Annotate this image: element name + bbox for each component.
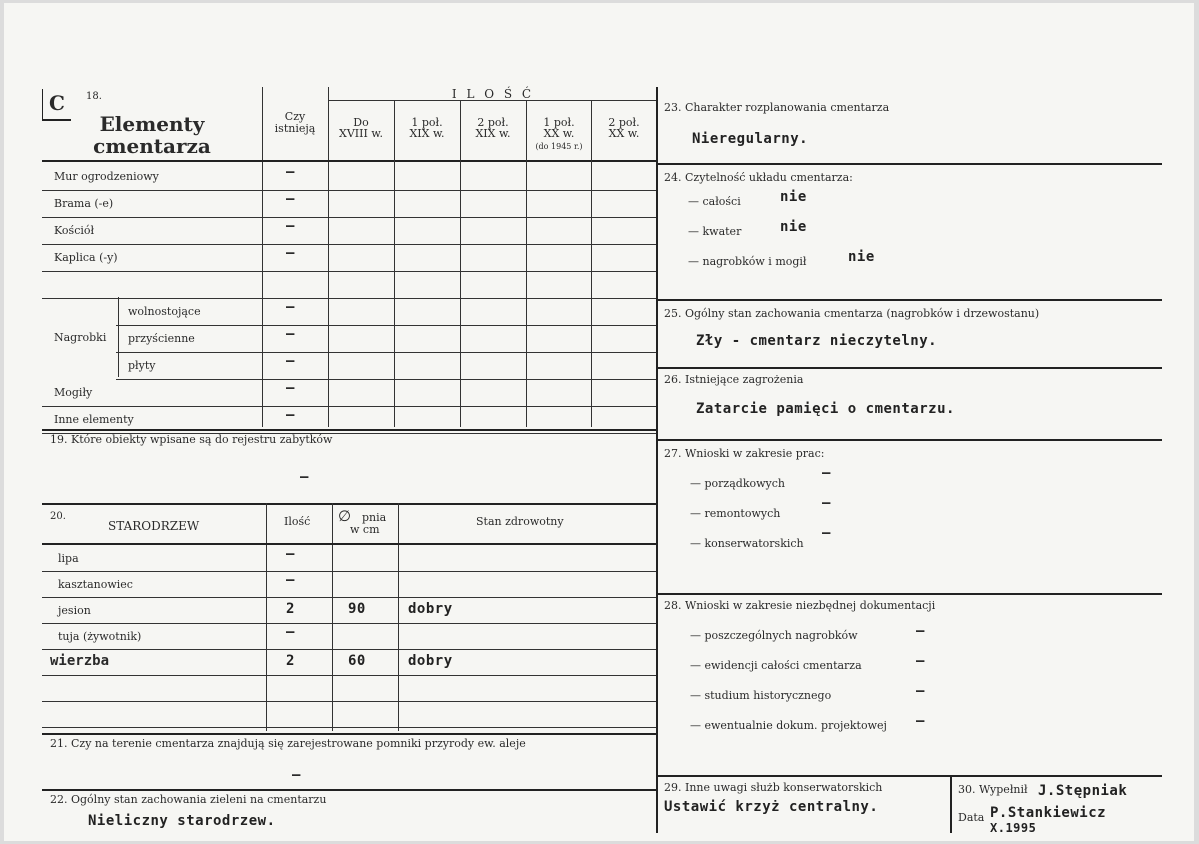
q30-date: X.1995: [990, 821, 1037, 835]
tree-row-ilosc: —: [286, 572, 295, 588]
q28-item-label: — ewidencji całości cmentarza: [690, 659, 862, 672]
tree-row-label: wierzba: [50, 653, 110, 669]
row-divider: [42, 727, 656, 728]
q28-item-label: — poszczególnych nagrobków: [690, 629, 858, 642]
element-row-value: —: [286, 191, 295, 207]
nagrobki-label: Nagrobki: [54, 331, 107, 344]
period-line2: XIX w.: [475, 127, 511, 140]
q26-value: Zatarcie pamięci o cmentarzu.: [696, 401, 955, 417]
tree-row-ilosc: 2: [286, 601, 295, 617]
q23-label: 23. Charakter rozplanowania cmentarza: [664, 101, 890, 114]
element-row-label: wolnostojące: [128, 305, 201, 318]
row-divider: [42, 406, 656, 407]
element-row-label: Inne elementy: [54, 413, 134, 426]
period-line2: XVIII w.: [339, 127, 383, 140]
tree-row-ilosc: —: [286, 624, 295, 640]
q28-item-label: — studium historycznego: [690, 689, 832, 702]
q27-item-label: — remontowych: [690, 507, 781, 520]
q19-label: 19. Które obiekty wpisane są do rejestru zabytków: [50, 433, 333, 446]
element-row-label: Kaplica (-y): [54, 251, 118, 264]
row-divider: [42, 597, 656, 598]
q24-item-value: nie: [780, 219, 807, 235]
period-header: [591, 117, 657, 139]
element-row-value: —: [286, 407, 295, 423]
row-divider: [42, 571, 656, 572]
period-header: [328, 117, 394, 139]
period-header: [460, 117, 526, 139]
tree-row-ilosc: 2: [286, 653, 295, 669]
q24-item-value: nie: [780, 189, 807, 205]
element-row-value: —: [286, 353, 295, 369]
period-line1: 2 poł.: [608, 116, 640, 129]
tree-row-label: lipa: [58, 552, 79, 565]
period-line1: 1 poł.: [543, 116, 575, 129]
tree-row-label: kasztanowiec: [58, 578, 133, 591]
element-row-label: przyścienne: [128, 332, 195, 345]
element-row-label: Mogiły: [54, 386, 93, 399]
period-header: [526, 117, 592, 152]
q21-value: —: [292, 767, 301, 783]
q28-item-value: —: [916, 683, 925, 699]
row-divider: [42, 217, 656, 218]
tree-row-label: tuja (żywotnik): [58, 630, 142, 643]
row-divider: [42, 298, 656, 299]
field-number-18: 18.: [86, 91, 102, 102]
tree-row-stan: dobry: [408, 653, 453, 669]
element-row-label: Kościół: [54, 224, 95, 237]
q28-item-label: — ewentualnie dokum. projektowej: [690, 719, 887, 732]
row-divider: [116, 379, 656, 380]
period-line2: XIX w.: [409, 127, 445, 140]
element-row-value: —: [286, 164, 295, 180]
form-card: C 18. Elementy cmentarza Czy istnieją I L O Ś Ć Do XVIII w. 1 poł. XIX w. 2 poł. XIX w. 1 poł. XX w. (do 1945 r.) 2 poł. XX w. Mur ogrodzeniowy — Brama (-e) — Kościół — Kaplica (-y) — wolnostojące — przyścienne — płyty — Mogiły — Inne elementy — Nagrobki 19. Które obiekty wpisane są do rejestru zabytków — 20. STARODRZEW Ilość ∅ pnia w cm Stan zdrowotny lipa — kasztanowiec — jesion 2 90 dobry tuja (żywotnik) — wierzba 2 60 dobry 21. Czy na terenie cmentarza znajdują się zarejestrowane pomniki przyrody ew. aleje — 22. Ogólny stan zachowania zieleni na cmentarzu Nieliczny starodrzew. 23. Charakter rozplanowania cmentarza Nieregularny. 24. Czytelność układu cmentarza: — całości nie — kwater nie — nagrobków i mogił nie 25. Ogólny stan zachowania cmentarza (nagrobków i drzewostanu) Zły - cmentarz nieczytelny. 26. Istniejące zagrożenia Zatarcie pamięci o cmentarzu. 27. Wnioski w zakresie prac: — porządkowych — — remontowych — — konserwatorskich — 28. Wnioski w zakresie niezbędnej dokumentacji — poszczególnych nagrobków — — ewidencji całości cmentarza — — studium historycznego — — ewentualnie dokum. projektowej — 29. Inne uwagi służb konserwatorskich Ustawić krzyż centralny. 30. Wypełnił J.Stępniak Data P.Stankiewicz X.1995: [4, 3, 1194, 841]
q24-label: 24. Czytelność układu cmentarza:: [664, 171, 853, 184]
element-row-value: —: [286, 326, 295, 342]
q23-value: Nieregularny.: [692, 131, 809, 147]
tree-row-pnia: 90: [348, 601, 366, 617]
q29-value: Ustawić krzyż centralny.: [664, 799, 879, 815]
q27-item-value: —: [822, 525, 831, 541]
q21-label: 21. Czy na terenie cmentarza znajdują się zarejestrowane pomniki przyrody ew. aleje: [50, 737, 526, 750]
q26-label: 26. Istniejące zagrożenia: [664, 373, 804, 386]
tree-row-label: jesion: [58, 604, 91, 617]
q28-item-value: —: [916, 653, 925, 669]
element-row-label: Mur ogrodzeniowy: [54, 170, 159, 183]
q30-filled-by: J.Stępniak: [1038, 783, 1128, 799]
starodrzew-title: STARODRZEW: [108, 519, 200, 533]
element-row-value: —: [286, 218, 295, 234]
row-divider: [116, 352, 656, 353]
elements-title: Elementy cmentarza: [93, 112, 211, 158]
q30-data-label: Data: [958, 811, 985, 824]
q28-label: 28. Wnioski w zakresie niezbędnej dokumentacji: [664, 599, 936, 612]
period-line2: XX w.: [543, 127, 575, 140]
q25-label: 25. Ogólny stan zachowania cmentarza (nagrobków i drzewostanu): [664, 307, 1040, 320]
q28-item-value: —: [916, 623, 925, 639]
section-letter: C: [49, 91, 65, 115]
row-divider: [42, 623, 656, 624]
starodrzew-ilosc-header: Ilość: [284, 515, 311, 528]
tree-row-ilosc: —: [286, 546, 295, 562]
element-row-value: —: [286, 299, 295, 315]
q30-data-name: P.Stankiewicz: [990, 805, 1107, 821]
q27-item-value: —: [822, 465, 831, 481]
period-header: [394, 117, 460, 139]
row-divider: [116, 325, 656, 326]
element-row-label: płyty: [128, 359, 156, 372]
period-line1: 1 poł.: [411, 116, 443, 129]
q22-value: Nieliczny starodrzew.: [88, 813, 276, 829]
q19-value: —: [300, 469, 309, 485]
row-divider: [42, 675, 656, 676]
row-divider: [42, 271, 656, 272]
row-divider: [42, 701, 656, 702]
element-row-value: —: [286, 380, 295, 396]
starodrzew-stan-header: Stan zdrowotny: [476, 515, 564, 528]
row-divider: [42, 649, 656, 650]
row-divider: [42, 244, 656, 245]
column-divider: [656, 87, 658, 833]
section-letter-box: [42, 89, 71, 121]
row-divider: [42, 190, 656, 191]
period-line1: Do: [353, 116, 369, 129]
ilosc-header: I L O Ś Ć: [451, 87, 535, 101]
q24-item-value: nie: [848, 249, 875, 265]
q24-item-label: — kwater: [688, 225, 742, 238]
tree-row-stan: dobry: [408, 601, 453, 617]
element-row-label: Brama (-e): [54, 197, 114, 210]
czy-istnieja-header: Czy istnieją: [274, 110, 316, 135]
q24-item-label: — całości: [688, 195, 741, 208]
element-row-value: —: [286, 245, 295, 261]
q27-item-label: — konserwatorskich: [690, 537, 804, 550]
field-number-20: 20.: [50, 511, 66, 522]
period-line1: 2 poł.: [477, 116, 509, 129]
q30-label: 30. Wypełnił: [958, 783, 1028, 796]
period-line3: (do 1945 r.): [535, 142, 583, 151]
q27-item-label: — porządkowych: [690, 477, 785, 490]
tree-row-pnia: 60: [348, 653, 366, 669]
q25-value: Zły - cmentarz nieczytelny.: [696, 333, 938, 349]
q28-item-value: —: [916, 713, 925, 729]
q27-label: 27. Wnioski w zakresie prac:: [664, 447, 825, 460]
q24-item-label: — nagrobków i mogił: [688, 255, 807, 268]
q29-label: 29. Inne uwagi służb konserwatorskich: [664, 781, 883, 794]
q22-label: 22. Ogólny stan zachowania zieleni na cmentarzu: [50, 793, 327, 806]
period-line2: XX w.: [608, 127, 640, 140]
q27-item-value: —: [822, 495, 831, 511]
